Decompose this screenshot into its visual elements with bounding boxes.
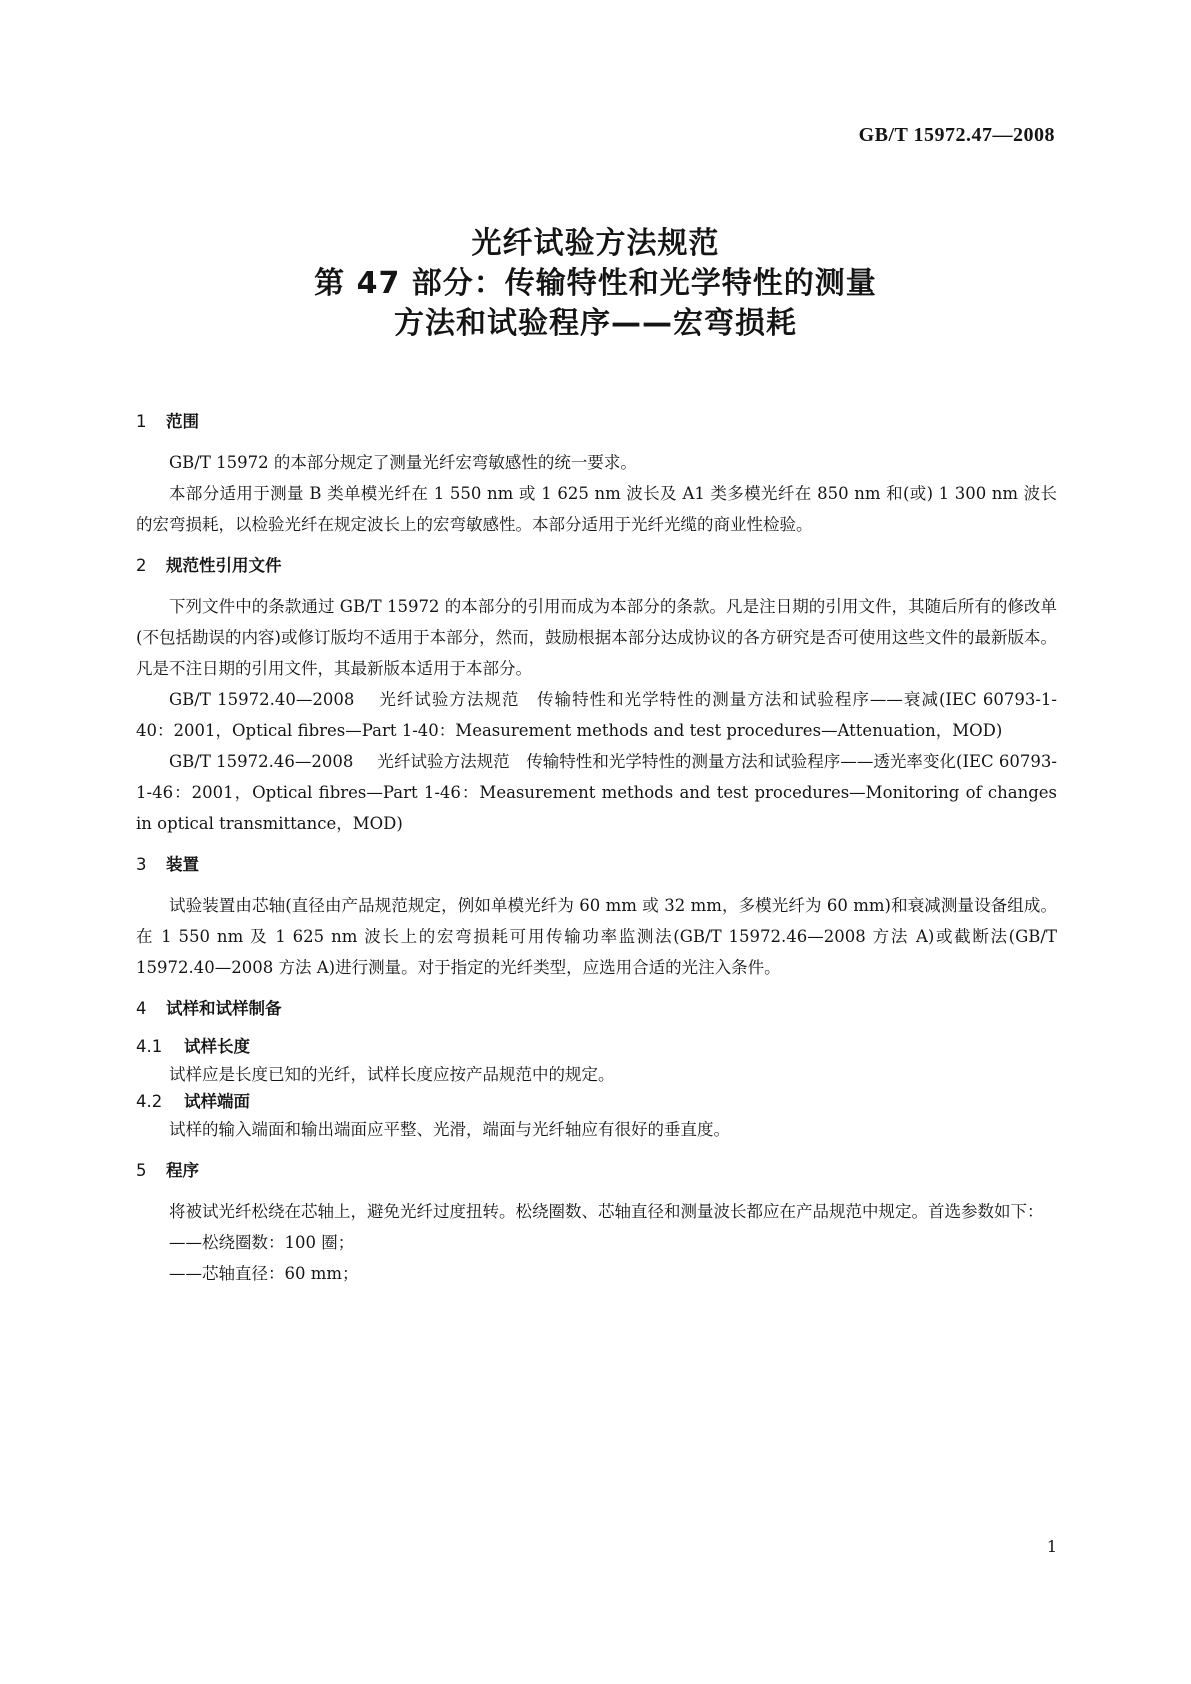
subsection-number: 4.1	[136, 1037, 163, 1056]
section-number: 5	[136, 1161, 147, 1180]
reference-text: 光纤试验方法规范 传输特性和光学特性的测量方法和试验程序——透光率变化(IEC 60793-1-46：2001，Optical fibres—Part 1-46：Measurement methods and test procedures—Monitoring of changes in optical transmittance，MOD)	[136, 752, 1057, 833]
section-2-heading	[136, 554, 1057, 578]
subsection-title: 试样长度	[184, 1037, 250, 1056]
reference-item	[136, 684, 1057, 746]
subsection-4-1-heading	[136, 1035, 1057, 1059]
title-line-1: 光纤试验方法规范	[471, 226, 720, 261]
paragraph: 将被试光纤松绕在芯轴上，避免光纤过度扭转。松绕圈数、芯轴直径和测量波长都应在产品规范中规定。首选参数如下：	[169, 1202, 1044, 1221]
subsection-title: 试样端面	[184, 1092, 250, 1111]
section-number: 1	[136, 412, 147, 431]
section-number: 3	[136, 855, 147, 874]
section-number: 4	[136, 999, 147, 1018]
reference-code: GB/T 15972.40—2008	[169, 690, 355, 709]
page-number: 1	[1046, 1537, 1057, 1556]
list-item: ——芯轴直径：60 mm；	[169, 1264, 359, 1283]
paragraph: 下列文件中的条款通过 GB/T 15972 的本部分的引用而成为本部分的条款。凡是注日期的引用文件，其随后所有的修改单(不包括勘误的内容)或修订版均不适用于本部分，然而，鼓励根据本部分达成协议的各方研究是否可使用这些文件的最新版本。凡是不注日期的引用文件，其最新版本适用于本部分。	[136, 597, 1057, 678]
title-line-3: 方法和试验程序——宏弯损耗	[394, 306, 797, 341]
section-3-heading	[136, 853, 1057, 877]
title-line-2: 第 47 部分：传输特性和光学特性的测量	[314, 266, 877, 301]
section-4-heading	[136, 997, 1057, 1021]
document-body	[136, 410, 1057, 1289]
section-title: 装置	[166, 855, 199, 874]
paragraph: 试样的输入端面和输出端面应平整、光滑，端面与光纤轴应有很好的垂直度。	[169, 1120, 730, 1139]
list-item: ——松绕圈数：100 圈；	[169, 1233, 355, 1252]
section-1-heading	[136, 410, 1057, 434]
subsection-number: 4.2	[136, 1092, 163, 1111]
reference-code: GB/T 15972.46—2008	[169, 752, 354, 771]
section-title: 范围	[166, 412, 199, 431]
section-title: 试样和试样制备	[166, 999, 282, 1018]
reference-text: 光纤试验方法规范 传输特性和光学特性的测量方法和试验程序——衰减(IEC 60793-1-40：2001，Optical fibres—Part 1-40：Measurement methods and test procedures—Attenuation，MOD)	[136, 690, 1057, 740]
paragraph: 本部分适用于测量 B 类单模光纤在 1 550 nm 或 1 625 nm 波长及 A1 类多模光纤在 850 nm 和(或) 1 300 nm 波长的宏弯损耗，以检验光纤在规定波长上的宏弯敏感性。本部分适用于光纤光缆的商业性检验。	[136, 484, 1057, 534]
section-title: 程序	[166, 1161, 199, 1180]
paragraph: 试验装置由芯轴(直径由产品规范规定，例如单模光纤为 60 mm 或 32 mm，多模光纤为 60 mm)和衰减测量设备组成。在 1 550 nm 及 1 625 nm 波长上的宏弯损耗可用传输功率监测法(GB/T 15972.46—2008 方法 A)或截断法(GB/T 15972.40—2008 方法 A)进行测量。对于指定的光纤类型，应选用合适的光注入条件。	[136, 896, 1057, 977]
subsection-4-2-heading	[136, 1090, 1057, 1114]
section-number: 2	[136, 556, 147, 575]
standard-number: GB/T 15972.47—2008	[858, 124, 1055, 146]
section-title: 规范性引用文件	[166, 556, 282, 575]
paragraph: 试样应是长度已知的光纤，试样长度应按产品规范中的规定。	[169, 1065, 615, 1084]
paragraph: GB/T 15972 的本部分规定了测量光纤宏弯敏感性的统一要求。	[169, 453, 637, 472]
reference-item	[136, 746, 1057, 839]
section-5-heading	[136, 1159, 1057, 1183]
